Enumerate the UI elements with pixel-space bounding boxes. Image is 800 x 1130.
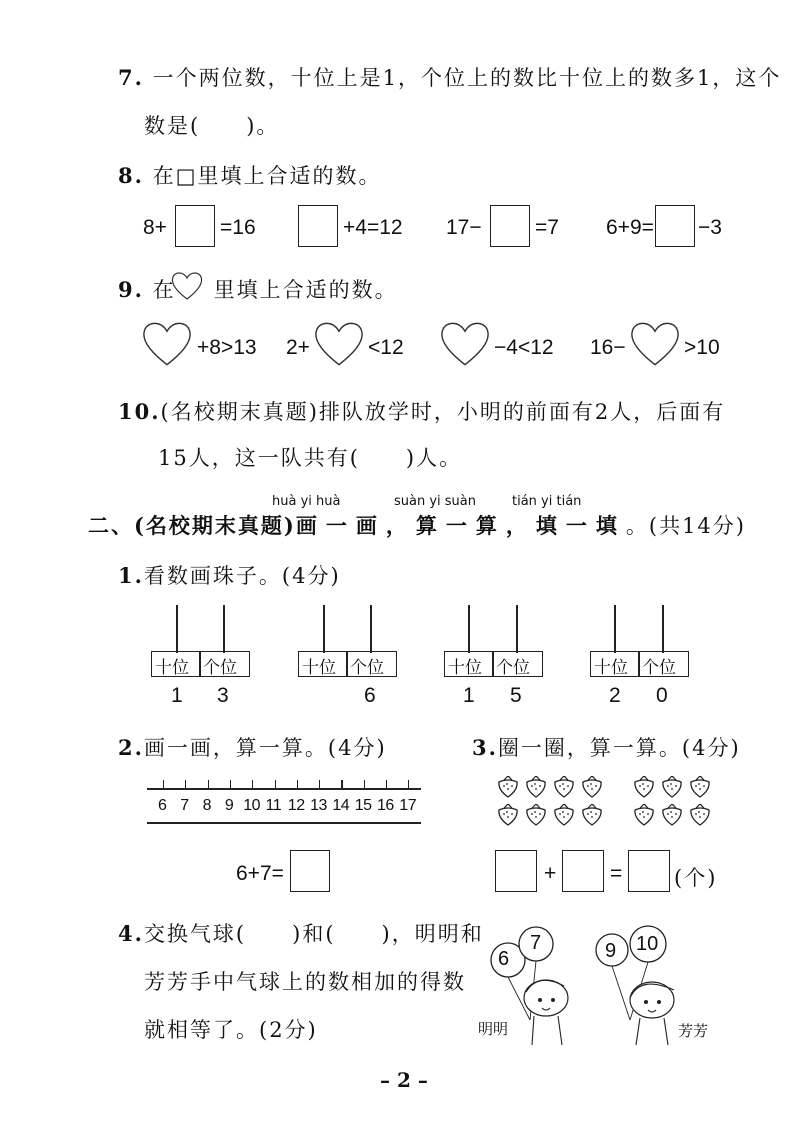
strawberry-icon[interactable]: [632, 776, 656, 798]
question-8-text: 在□里填上合适的数。: [152, 164, 382, 188]
number-line-label: 11: [265, 797, 282, 814]
number-line-label: 17: [399, 797, 417, 814]
heart-icon[interactable]: [140, 320, 194, 368]
eq8-3-right: =7: [535, 216, 559, 239]
balloon-6[interactable]: 6: [498, 948, 510, 970]
abacus-ones-digit: 6: [364, 684, 376, 707]
strawberry-icon[interactable]: [524, 804, 548, 826]
number-line-tick: [364, 780, 365, 789]
section-2-suffix: 。(共14分): [625, 514, 746, 538]
s1-prompt: [118, 560, 341, 590]
question-7-line2: 数是( )。: [144, 114, 280, 138]
tens-label: 十位: [594, 658, 628, 678]
question-7-line1: [118, 62, 781, 92]
s4-line2: 芳芳手中气球上的数相加的得数: [144, 970, 466, 994]
answer-box[interactable]: [175, 205, 215, 247]
s2-text: 画一画，算一算。(4分): [143, 736, 387, 760]
abacus-ones-digit: 5: [510, 684, 522, 707]
number-line-label: 10: [243, 797, 260, 814]
s2-prompt: [118, 732, 387, 762]
answer-box[interactable]: [490, 205, 530, 247]
eq9-2-right: <12: [368, 336, 404, 359]
s3-text: 圈一圈，算一算。(4分): [497, 736, 741, 760]
pinyin-1: huà yi huà: [272, 494, 341, 509]
number-line-tick: [252, 780, 253, 789]
abacus-tens-digit: 2: [609, 684, 621, 707]
strawberry-icon[interactable]: [580, 804, 604, 826]
strawberry-icon[interactable]: [552, 804, 576, 826]
tens-label: 十位: [302, 658, 336, 678]
number-line-label: 9: [224, 797, 234, 814]
s4-number: 4.: [118, 921, 144, 946]
heart-icon[interactable]: [312, 320, 366, 368]
pinyin-3: tián yi tián: [512, 494, 582, 509]
section-2-w1: 画一画，: [295, 513, 416, 538]
number-line-tick: [386, 780, 387, 789]
balloon-10[interactable]: 10: [636, 933, 659, 955]
question-7-text: 一个两位数，十位上是1，个位上的数比十位上的数多1，这个: [152, 66, 782, 90]
ones-label: 个位: [350, 658, 384, 678]
number-line-label: 16: [377, 797, 394, 814]
balloon-7[interactable]: 7: [530, 932, 542, 954]
number-line-label: 8: [202, 797, 211, 814]
abacus-ones-digit: 3: [217, 684, 229, 707]
heart-icon[interactable]: [628, 320, 682, 368]
section-2-heading: [88, 510, 746, 540]
number-line-tick: [408, 780, 409, 789]
eq8-3-left: 17−: [446, 216, 482, 239]
s3-prompt: [472, 732, 741, 762]
mingming-label: 明明: [478, 1020, 509, 1038]
strawberry-icon[interactable]: [688, 804, 712, 826]
section-2-w3: 填一填: [535, 513, 626, 538]
strawberry-icon[interactable]: [496, 804, 520, 826]
answer-box[interactable]: [655, 205, 695, 247]
s3-number: 3.: [472, 735, 498, 760]
s4-text: 交换气球( )和( )，明明和: [143, 922, 484, 946]
eq8-4-left: 6+9=: [606, 216, 654, 239]
number-line-label: 14: [332, 797, 350, 814]
number-line-tick: [185, 780, 186, 789]
ones-label: 个位: [496, 658, 530, 678]
section-2-prefix: 二、(名校期末真题): [88, 513, 296, 538]
plus-sign: +: [544, 862, 557, 885]
pinyin-2: suàn yi suàn: [394, 494, 477, 509]
question-10-line2: 15人，这一队共有( )人。: [158, 446, 463, 470]
question-9-text-b: 里填上合适的数。: [213, 278, 398, 302]
page-number: – 2 –: [380, 1068, 428, 1092]
ones-label: 个位: [642, 658, 676, 678]
eq8-2-right: +4=12: [343, 216, 403, 239]
tens-label: 十位: [448, 658, 482, 678]
strawberry-icon[interactable]: [580, 776, 604, 798]
strawberry-icon[interactable]: [688, 776, 712, 798]
balloon-9[interactable]: 9: [605, 940, 617, 962]
eq9-3-right: −4<12: [494, 336, 554, 359]
s4-line1: [118, 918, 484, 948]
number-line-tick: [230, 780, 231, 789]
question-10-line1: [118, 396, 725, 426]
answer-box[interactable]: [562, 850, 604, 892]
question-8-number: 8.: [118, 163, 144, 188]
section-2-w2: 算一算，: [415, 513, 536, 538]
equals-sign: =: [610, 862, 623, 885]
question-8-prompt: [118, 160, 381, 190]
eq9-4-left: 16−: [590, 336, 626, 359]
eq8-1-left: 8+: [143, 216, 167, 239]
ones-label: 个位: [203, 658, 237, 678]
question-9-text-a: 在: [152, 278, 176, 302]
number-line-label: 7: [180, 797, 189, 814]
question-10-number: 10.: [118, 399, 161, 424]
strawberry-icon[interactable]: [660, 804, 684, 826]
s1-number: 1.: [118, 563, 144, 588]
question-7-number: 7.: [118, 65, 144, 90]
number-line-tick: [163, 780, 164, 789]
number-line-label: 13: [310, 797, 327, 814]
strawberry-icon[interactable]: [552, 776, 576, 798]
number-line-tick: [297, 780, 298, 789]
abacus-tens-digit: 1: [463, 684, 475, 707]
strawberry-icon[interactable]: [660, 776, 684, 798]
answer-box[interactable]: [495, 850, 537, 892]
number-line-label: 12: [287, 797, 305, 814]
s2-equation: 6+7=: [236, 862, 284, 885]
eq9-4-right: >10: [684, 336, 720, 359]
unit-label: (个): [674, 866, 718, 890]
s4-line3: 就相等了。(2分): [144, 1018, 318, 1042]
s2-number: 2.: [118, 735, 144, 760]
question-10-text: (名校期末真题)排队放学时，小明的前面有2人，后面有: [160, 400, 726, 424]
number-line-tick: [208, 780, 209, 789]
abacus-tens-digit: 1: [171, 684, 183, 707]
eq8-1-right: =16: [220, 216, 256, 239]
number-line-tick: [341, 780, 342, 789]
strawberry-icon[interactable]: [524, 776, 548, 798]
question-9-prompt: [118, 274, 398, 304]
heart-icon[interactable]: [438, 320, 492, 368]
answer-box[interactable]: [290, 850, 330, 892]
number-line-label: 6: [158, 797, 167, 814]
number-line-label: 15: [354, 797, 372, 814]
fangfang-label: 芳芳: [678, 1022, 709, 1040]
eq9-2-left: 2+: [286, 336, 310, 359]
abacus-ones-digit: 0: [656, 684, 668, 707]
eq9-1-right: +8>13: [197, 336, 257, 359]
number-line-tick: [275, 780, 276, 789]
answer-box[interactable]: [628, 850, 670, 892]
strawberry-icon[interactable]: [496, 776, 520, 798]
tens-label: 十位: [155, 658, 189, 678]
s1-text: 看数画珠子。(4分): [143, 564, 341, 588]
eq8-4-right: −3: [698, 216, 722, 239]
number-line-tick: [319, 780, 320, 789]
strawberry-icon[interactable]: [632, 804, 656, 826]
heart-icon: [170, 271, 204, 301]
answer-box[interactable]: [298, 205, 338, 247]
question-9-number: 9.: [118, 277, 144, 302]
